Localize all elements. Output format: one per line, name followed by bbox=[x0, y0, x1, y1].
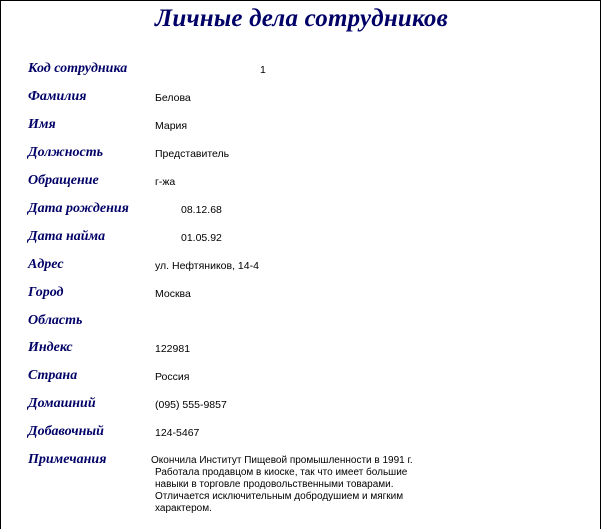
postal-code-value: 122981 bbox=[155, 343, 191, 355]
notes-line: характером. bbox=[155, 503, 212, 514]
birth-date-value: 08.12.68 bbox=[181, 204, 222, 216]
first-name-value: Мария bbox=[155, 120, 188, 132]
birth-date-label: Дата рождения bbox=[28, 201, 129, 216]
position-label: Должность bbox=[28, 145, 104, 160]
last-name-label: Фамилия bbox=[28, 89, 87, 104]
extension-value: 124-5467 bbox=[155, 427, 200, 439]
postal-code-label: Индекс bbox=[28, 340, 73, 355]
employee-code-value: 1 bbox=[260, 64, 266, 76]
hire-date-value: 01.05.92 bbox=[181, 232, 222, 244]
country-label: Страна bbox=[28, 368, 78, 383]
home-phone-label: Домашний bbox=[28, 396, 96, 411]
last-name-value: Белова bbox=[155, 92, 191, 104]
salutation-value: г-жа bbox=[155, 176, 176, 188]
notes-line: Отличается исключительным добродушием и мягким bbox=[155, 491, 404, 502]
notes-line: навыки в торговле продовольственными товарами. bbox=[155, 479, 394, 490]
address-label: Адрес bbox=[28, 257, 64, 272]
first-name-label: Имя bbox=[28, 117, 56, 132]
extension-label: Добавочный bbox=[28, 424, 104, 439]
city-label: Город bbox=[28, 285, 64, 300]
region-label: Область bbox=[28, 313, 83, 328]
country-value: Россия bbox=[155, 371, 190, 383]
notes-line: Работала продавцом в киоске, так что имеет большие bbox=[155, 467, 408, 478]
city-value: Москва bbox=[155, 288, 191, 300]
home-phone-value: (095) 555-9857 bbox=[155, 399, 227, 411]
address-value: ул. Нефтяников, 14-4 bbox=[155, 260, 259, 272]
report-title: Личные дела сотрудников bbox=[155, 5, 448, 32]
employee-code-label: Код сотрудника bbox=[28, 61, 128, 76]
salutation-label: Обращение bbox=[28, 173, 99, 188]
hire-date-label: Дата найма bbox=[28, 229, 106, 244]
notes-value bbox=[151, 455, 451, 515]
notes-label: Примечания bbox=[28, 452, 107, 467]
notes-line: Окончила Институт Пищевой промышленности в 1991 г. bbox=[151, 455, 413, 466]
position-value: Представитель bbox=[155, 148, 230, 160]
